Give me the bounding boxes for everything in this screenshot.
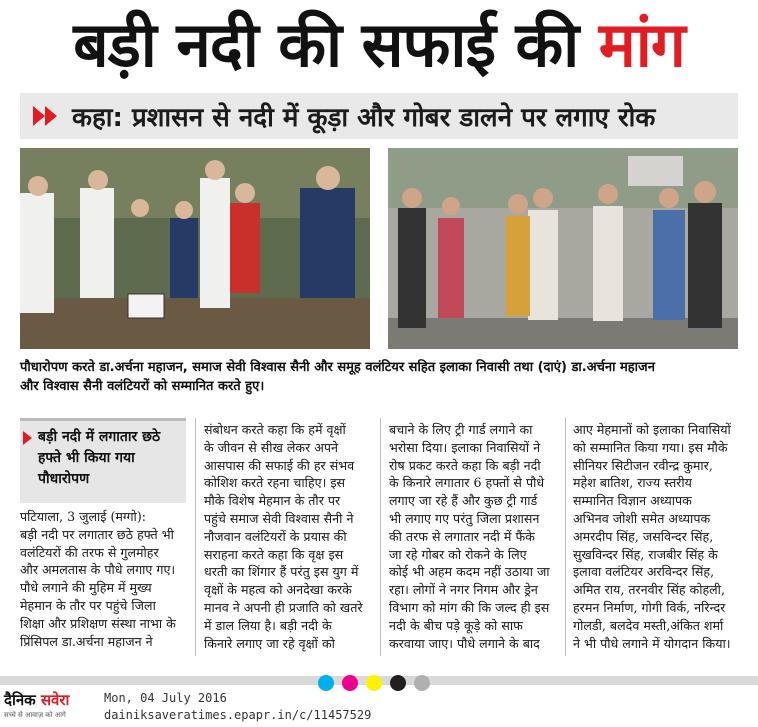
side-headline-line: बड़ी नदी में लगातार छठे xyxy=(38,429,161,445)
column-divider xyxy=(380,418,381,656)
photo-volunteers-honoured xyxy=(388,148,738,349)
subheadline-bar xyxy=(20,93,738,139)
article-line: वलंटियरों की तरफ से गुलमोहर xyxy=(20,544,159,560)
article-line: जा रहे गोबर को रोकने के लिए xyxy=(389,546,527,562)
registration-dot xyxy=(414,675,430,691)
article-line: महेश बातिश, राज्य स्तरीय xyxy=(573,475,692,491)
article-column-2 xyxy=(204,421,372,652)
article-line: के किनारे लगातार 6 हफ्तों से पौधे xyxy=(389,475,545,491)
article-column-3 xyxy=(389,421,557,652)
article-line: रोष प्रकट करते कहा कि बड़ी नदी xyxy=(389,457,541,473)
article-line: सुखविन्दर सिंह, राजबीर सिंह के xyxy=(573,546,718,562)
article-line: सीनियर सिटीजन रवीन्द्र कुमार, xyxy=(573,457,713,473)
edition-url[interactable]: dainiksaveratimes.epapr.in/c/11457529 xyxy=(104,708,372,722)
article-line: को सम्मानित किया गया। इस मौके xyxy=(573,439,728,455)
article-line: अभिनव जोशी समेत अध्यापक xyxy=(573,510,711,526)
article-line: संबोधन करते कहा कि हमें वृक्षों xyxy=(204,422,346,437)
article-line: आसपास की सफाई की हर संभव xyxy=(204,457,355,473)
article-line: किनारे लगाए जा रहे वृक्षों को xyxy=(204,635,335,651)
registration-dot xyxy=(390,675,406,691)
double-arrow-icon xyxy=(20,104,72,128)
article-line: कोई भी अहम कदम नहीं उठाया जा xyxy=(389,564,550,580)
article-line: सम्मानित विज्ञान अध्यापक xyxy=(573,493,692,509)
headline-main: बड़ी नदी की सफाई की xyxy=(73,8,599,81)
article-line: के जीवन से सीख लेकर अपने xyxy=(204,439,339,455)
registration-marks xyxy=(318,675,430,691)
article-column-1 xyxy=(20,508,188,650)
article-line: करवाया जाए। पौधे लगाने के बाद xyxy=(389,635,540,651)
article-line: नदी के बीच पड़े कूड़े को साफ xyxy=(389,617,523,633)
article-line: मौके विशेष मेहमान के तौर पर xyxy=(204,493,341,509)
registration-dot xyxy=(366,675,382,691)
article-line: गोलडी, बलदेव मस्ती,अंकित शर्मा xyxy=(573,617,724,633)
article-line: बड़ी नदी पर लगातार छठे हफ्ते भी xyxy=(20,526,174,542)
caption-line: पौधारोपण करते डा.अर्चना महाजन, समाज सेवी विश्वास सैनी और समूह वलंटियर सहित इलाका निवासी तथा (दाएं) डा.अर्चना महाजन xyxy=(20,360,655,375)
article-line: मानव ने अपनी ही प्रजाति को खतरे xyxy=(204,599,363,615)
registration-dot xyxy=(318,675,334,691)
article-line: पटियाला, 3 जुलाई (मग्गो): xyxy=(20,509,146,524)
article-line: इलावा वलंटियर अरविन्दर सिंह, xyxy=(573,564,715,580)
article-line: विभाग को मांग की कि जल्द ही इस xyxy=(389,599,550,615)
article-line: हरमन निर्माण, गोगी विर्क, नरिन्दर xyxy=(573,599,726,615)
article-line: पहुंचे समाज सेवी विश्वास सैनी ने xyxy=(204,510,354,526)
subheadline: कहा: प्रशासन से नदी में कूड़ा और गोबर डालने पर लगाए रोक xyxy=(72,103,656,133)
photo-caption xyxy=(20,358,738,396)
article-line: की तरफ से लगातार नदी में फैंके xyxy=(389,528,535,544)
side-headline xyxy=(38,427,184,490)
article-line: कोशिश करते रहना चाहिए। इस xyxy=(204,475,346,491)
article-line: अमित राय, तरनवीर सिंह कोहली, xyxy=(573,582,725,598)
article-line: मेहमान के तौर पर पहुंचे जिला xyxy=(20,597,156,613)
column-divider xyxy=(565,418,566,656)
article-line: अमरदीप सिंह, जसविन्दर सिंह, xyxy=(573,528,714,544)
side-headline-line: हफ्ते भी किया गया xyxy=(38,450,135,466)
logo-tagline: सच्चे से आवाज़ को आगे xyxy=(4,711,66,719)
caption-line: और विश्वास सैनी वलंटियरों को सम्मानित करते हुए। xyxy=(20,379,265,394)
article-line: शिक्षा और प्रशिक्षण संस्था नाभा के xyxy=(20,615,176,631)
side-headline-line: पौधारोपण xyxy=(38,471,90,487)
article-line: बचाने के लिए ट्री गार्ड लगाने का xyxy=(389,422,533,437)
article-line: में डाल लिया है। बड़ी नदी के xyxy=(204,617,332,633)
article-line: पौधे लगाने की मुहिम में मुख्य xyxy=(20,580,152,596)
edition-info xyxy=(104,690,371,724)
article-line: आए मेहमानों को इलाका निवासियों xyxy=(573,422,731,437)
article-line: रहा। लोगों ने नगर निगम और ड्रेन xyxy=(389,582,538,598)
logo-savera: सवेरा xyxy=(40,691,70,709)
side-headline-box xyxy=(20,418,186,503)
article-column-4 xyxy=(573,421,739,652)
article-line: ने भी पौधे लगाने में योगदान किया। xyxy=(573,635,731,651)
article-line: धरती का शिंगार हैं परंतु इस युग में xyxy=(204,564,359,580)
headline xyxy=(0,2,758,88)
edition-date: Mon, 04 July 2016 xyxy=(104,691,227,705)
newspaper-logo[interactable] xyxy=(4,690,96,724)
article-line: प्रिंसिपल डा.अर्चना महाजन ने xyxy=(20,633,153,649)
red-triangle-icon xyxy=(23,431,32,445)
article-line: नौजवान वलंटियरों के प्रयास की xyxy=(204,528,347,544)
logo-dainik: दैनिक xyxy=(4,691,41,709)
article-line: और अमलतास के पौधे लगाए गए। xyxy=(20,562,176,578)
article-line: वृक्षों के महत्व को अनदेखा करके xyxy=(204,582,352,598)
article-line: लगाए जा रहे हैं और कुछ ट्री गार्ड xyxy=(389,493,538,509)
article-line: सराहना करते कहा कि वृक्ष इस xyxy=(204,546,344,562)
registration-dot xyxy=(342,675,358,691)
article-line: भरोसा दिया। इलाका निवासियों ने xyxy=(389,439,541,455)
photo-tree-planting xyxy=(20,148,370,349)
headline-highlight: मांग xyxy=(598,8,685,81)
article-line: भी लगाए गए परंतु जिला प्रशासन xyxy=(389,510,540,526)
column-divider xyxy=(195,418,196,656)
